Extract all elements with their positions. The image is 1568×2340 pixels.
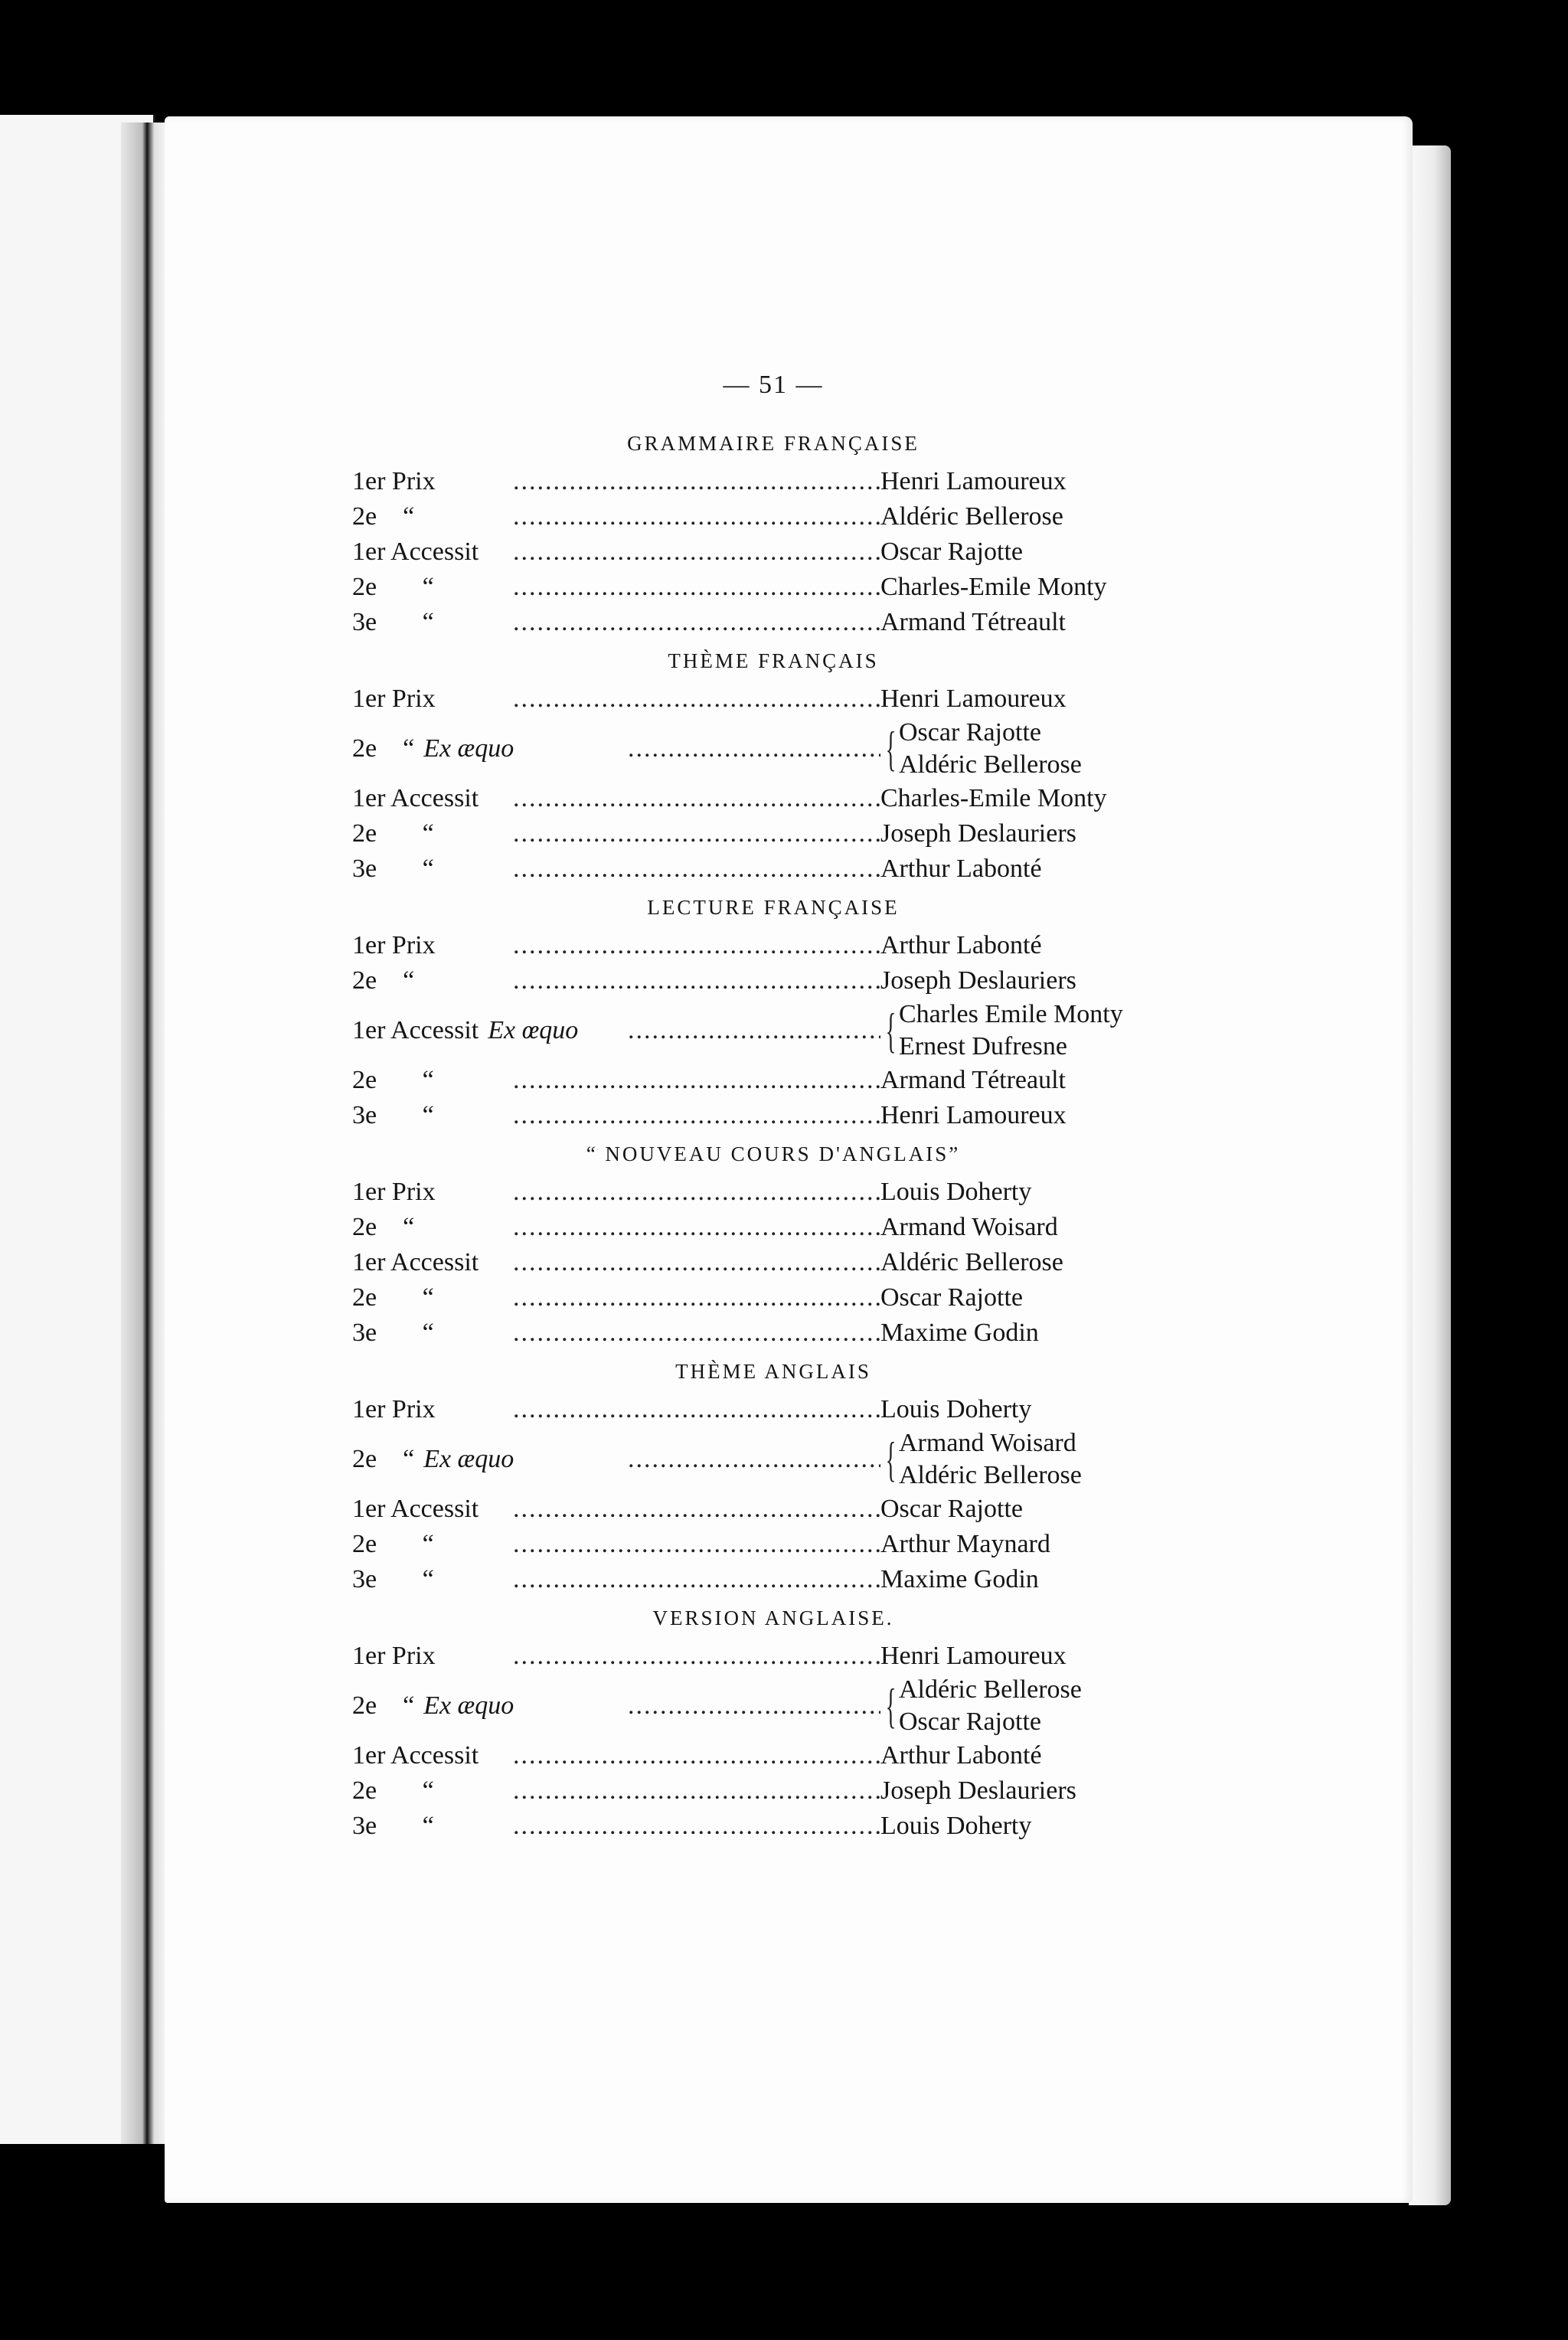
winner-name: Arthur Maynard [880, 1530, 1050, 1558]
prize-row [352, 1210, 1202, 1245]
winner-name: Henri Lamoureux [880, 467, 1067, 495]
prize-rank-label: 2e “ [352, 502, 415, 531]
page-stack-edge [1409, 145, 1451, 2205]
prize-row [352, 717, 1202, 781]
prize-rank-label: 1er Prix [352, 467, 436, 495]
winner-name: Louis Doherty [880, 1395, 1032, 1423]
dot-leader [513, 1527, 880, 1562]
winner-name: Henri Lamoureux [880, 1642, 1067, 1670]
dot-leader [513, 1773, 880, 1809]
prize-row [352, 851, 1202, 887]
prize-sections [352, 426, 1210, 1844]
prize-row [352, 1738, 1202, 1773]
prize-rank [352, 464, 513, 499]
prize-row [352, 1639, 1202, 1674]
winner-name: Aldéric Bellerose [880, 502, 1063, 531]
dot-leader [513, 1245, 880, 1280]
winner-name: Armand Woisard [899, 1429, 1076, 1457]
ex-aequo-label: Ex œquo [488, 1016, 579, 1044]
prize-rank [352, 1245, 513, 1280]
dot-leader [513, 816, 880, 851]
winner-name: Arthur Labonté [880, 855, 1042, 883]
prize-rank [352, 570, 513, 605]
prize-row [352, 570, 1202, 605]
page-content [352, 368, 1210, 1844]
dot-leader [513, 1492, 880, 1527]
prize-rank-label: 1er Accessit [352, 538, 479, 566]
section-title: VERSION ANGLAISE. [652, 1606, 894, 1629]
winner-name: Maxime Godin [880, 1565, 1039, 1593]
brace-icon: { [885, 1003, 897, 1057]
prize-row [352, 1492, 1202, 1527]
prize-row [352, 1674, 1202, 1738]
prize-rank-label: 1er Accessit [352, 1495, 479, 1523]
winner-name: Henri Lamoureux [880, 685, 1067, 713]
dot-leader [513, 928, 880, 963]
prize-rank-label: 1er Accessit [352, 1741, 479, 1770]
section-title: THÈME FRANÇAIS [668, 649, 879, 672]
prize-row [352, 1280, 1202, 1315]
prize-rank-label: 1er Prix [352, 1395, 436, 1423]
winner-name: Oscar Rajotte [880, 1283, 1023, 1312]
prize-rank [352, 1098, 513, 1133]
ex-aequo-label: Ex æquo [423, 1691, 514, 1720]
ex-aequo-names [899, 998, 1202, 1063]
winner-name: Joseph Deslauriers [880, 1776, 1076, 1805]
prize-row [352, 681, 1202, 717]
prize-rank [352, 1639, 513, 1674]
prize-row [352, 464, 1202, 499]
prize-row [352, 1063, 1202, 1098]
prize-rank-label: 1er Prix [352, 1642, 436, 1670]
dot-leader [513, 1738, 880, 1773]
dot-leader [513, 963, 880, 998]
prize-rank-label: 1er Accessit [352, 1248, 479, 1276]
winner-name: Joseph Deslauriers [880, 819, 1076, 848]
prize-row [352, 816, 1202, 851]
section-title: LECTURE FRANÇAISE [647, 896, 900, 919]
dot-leader [513, 534, 880, 570]
prize-rank [352, 781, 513, 816]
winner-name: Maxime Godin [880, 1319, 1039, 1347]
prize-rank [352, 1688, 628, 1724]
winner-name: Arthur Labonté [880, 1741, 1042, 1770]
prize-rank [352, 1738, 513, 1773]
dot-leader [513, 1210, 880, 1245]
prize-rank [352, 1210, 513, 1245]
prize-row [352, 1175, 1202, 1210]
dot-leader [628, 1013, 880, 1048]
ex-aequo-label: Ex æquo [423, 734, 514, 763]
winner-name: Aldéric Bellerose [899, 1461, 1082, 1489]
page-number: — 51 — [723, 371, 824, 399]
winner-name: Henri Lamoureux [880, 1101, 1067, 1129]
prize-rank-label: 2e “ [352, 1283, 434, 1312]
winner-name: Oscar Rajotte [880, 1495, 1023, 1523]
winner-name: Armand Tétreault [880, 608, 1067, 636]
prize-rank-label: 1er Accessit [352, 784, 479, 812]
dot-leader [513, 1175, 880, 1210]
prize-rank [352, 605, 513, 640]
prize-row [352, 1098, 1202, 1133]
winner-name: Oscar Rajotte [880, 538, 1023, 566]
winner-name: Charles-Emile Monty [880, 573, 1107, 601]
dot-leader [628, 1442, 880, 1477]
winner-name: Aldéric Bellerose [899, 750, 1082, 779]
prize-row [352, 1315, 1202, 1351]
winner-name: Joseph Deslauriers [880, 966, 1076, 995]
prize-row [352, 1427, 1202, 1492]
brace-icon: { [885, 721, 897, 776]
dot-leader [513, 1392, 880, 1427]
winner-name: Louis Doherty [880, 1178, 1032, 1206]
prize-rank [352, 681, 513, 717]
dot-leader [513, 1809, 880, 1844]
winner-name: Oscar Rajotte [899, 1708, 1041, 1736]
prize-rank [352, 1527, 513, 1562]
prize-rank [352, 1773, 513, 1809]
prize-rank-label: 3e “ [352, 1319, 434, 1347]
prize-row [352, 928, 1202, 963]
prize-row [352, 1809, 1202, 1844]
prize-row [352, 605, 1202, 640]
winner-name: Oscar Rajotte [899, 718, 1041, 747]
prize-rank [352, 1013, 628, 1048]
section-title: “ NOUVEAU COURS D'ANGLAIS” [586, 1142, 961, 1165]
prize-rank [352, 1809, 513, 1844]
brace-icon: { [885, 1678, 897, 1733]
prize-row [352, 998, 1202, 1063]
winner-name: Armand Tétreault [880, 1066, 1067, 1094]
dot-leader [513, 851, 880, 887]
prize-rank [352, 1063, 513, 1098]
winner-name: Charles-Emile Monty [880, 784, 1107, 812]
prize-rank [352, 1492, 513, 1527]
prize-row [352, 534, 1202, 570]
prize-rank [352, 1315, 513, 1351]
prize-rank-label: 3e “ [352, 1565, 434, 1593]
prize-rank-label: 2e “ [352, 1691, 415, 1720]
dot-leader [513, 1098, 880, 1133]
prize-rank-label: 2e “ [352, 1776, 434, 1805]
prize-rank-label: 1er Prix [352, 685, 436, 713]
prize-row [352, 1773, 1202, 1809]
winner-name: Charles Emile Monty [899, 1000, 1123, 1028]
prize-rank-label: 2e “ [352, 819, 434, 848]
prize-rank [352, 1175, 513, 1210]
prize-rank [352, 928, 513, 963]
prize-rank [352, 1392, 513, 1427]
dot-leader [513, 781, 880, 816]
brace-icon: { [885, 1432, 897, 1486]
prize-rank [352, 851, 513, 887]
prize-rank [352, 1280, 513, 1315]
prize-row [352, 1245, 1202, 1280]
prize-rank-label: 3e “ [352, 1101, 434, 1129]
prize-row [352, 1392, 1202, 1427]
prize-rank-label: 2e “ [352, 1530, 434, 1558]
winner-name: Arthur Labonté [880, 931, 1042, 959]
dot-leader [513, 1562, 880, 1597]
prize-rank-label: 2e “ [352, 1066, 434, 1094]
prize-row [352, 499, 1202, 534]
dot-leader [628, 731, 880, 766]
section-title: GRAMMAIRE FRANÇAISE [627, 432, 920, 455]
dot-leader [513, 681, 880, 717]
prize-rank [352, 1562, 513, 1597]
prize-row [352, 963, 1202, 998]
dot-leader [513, 570, 880, 605]
winner-name: Aldéric Bellerose [899, 1675, 1082, 1704]
ex-aequo-names [899, 1674, 1202, 1738]
dot-leader [513, 1063, 880, 1098]
winner-name: Aldéric Bellerose [880, 1248, 1063, 1276]
ex-aequo-label: Ex æquo [423, 1445, 514, 1473]
prize-rank-label: 2e “ [352, 734, 415, 763]
prize-rank-label: 2e “ [352, 1213, 415, 1241]
prize-rank [352, 731, 628, 766]
winner-name: Armand Woisard [880, 1213, 1058, 1241]
section-title: THÈME ANGLAIS [675, 1360, 871, 1383]
dot-leader [513, 464, 880, 499]
dot-leader [628, 1688, 880, 1724]
winner-name: Louis Doherty [880, 1812, 1032, 1840]
dot-leader [513, 605, 880, 640]
book-gutter [121, 123, 168, 2144]
prize-rank-label: 2e “ [352, 966, 415, 995]
prize-rank-label: 2e “ [352, 573, 434, 601]
dot-leader [513, 1280, 880, 1315]
prize-rank-label: 1er Prix [352, 931, 436, 959]
dot-leader [513, 1315, 880, 1351]
prize-rank-label: 2e “ [352, 1445, 415, 1473]
prize-row [352, 781, 1202, 816]
prize-rank [352, 1442, 628, 1477]
winner-name: Ernest Dufresne [899, 1032, 1067, 1061]
dot-leader [513, 1639, 880, 1674]
prize-rank-label: 1er Prix [352, 1178, 436, 1206]
prize-rank-label: 3e “ [352, 855, 434, 883]
prize-rank [352, 963, 513, 998]
prize-rank [352, 499, 513, 534]
ex-aequo-names [899, 717, 1202, 781]
prize-rank-label: 1er Accessit [352, 1016, 479, 1044]
ex-aequo-names [899, 1427, 1202, 1492]
prize-rank [352, 534, 513, 570]
prize-row [352, 1562, 1202, 1597]
prize-rank-label: 3e “ [352, 608, 434, 636]
dot-leader [513, 499, 880, 534]
prize-row [352, 1527, 1202, 1562]
prize-rank [352, 816, 513, 851]
prize-rank-label: 3e “ [352, 1812, 434, 1840]
